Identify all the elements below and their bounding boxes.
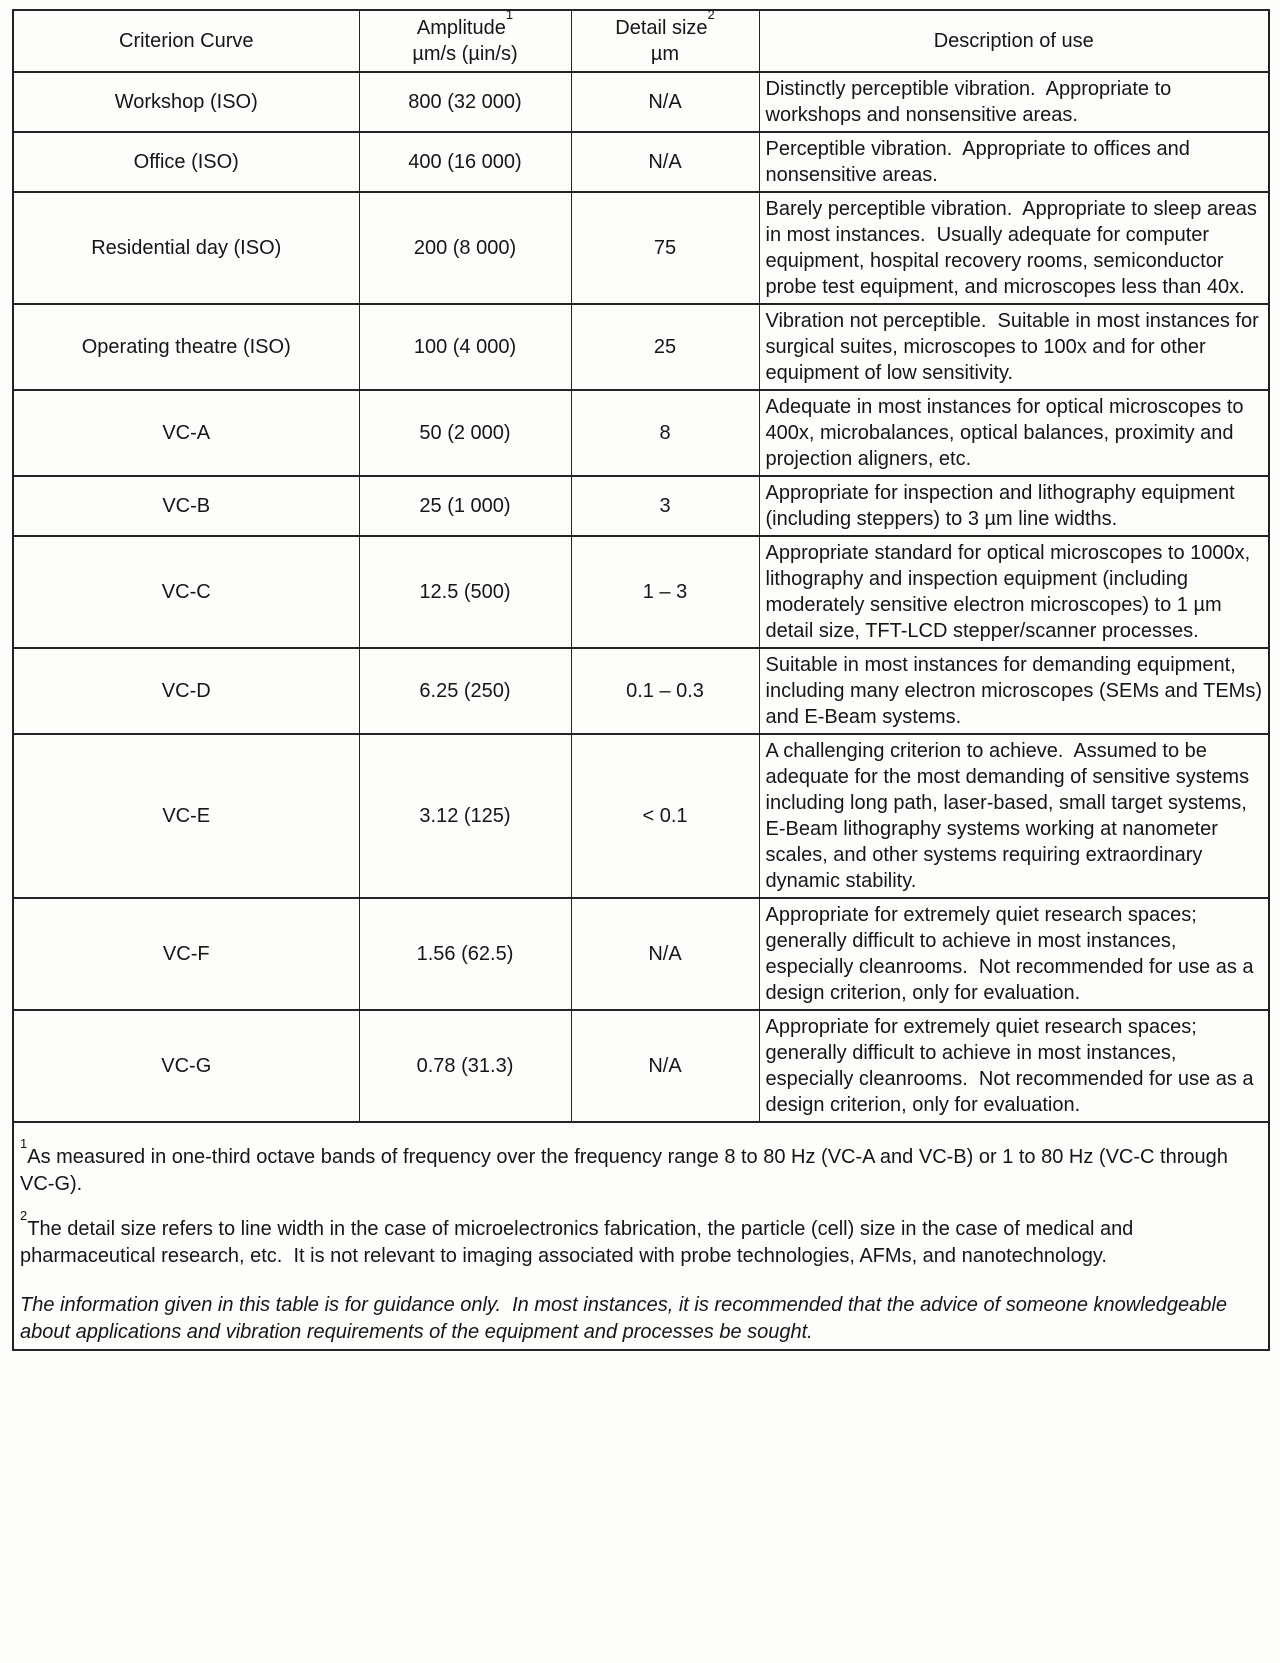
criterion-cell: VC-A (13, 390, 359, 476)
criterion-cell: VC-B (13, 476, 359, 536)
description-cell: Perceptible vibration. Appropriate to offices and nonsensitive areas. (759, 132, 1269, 192)
footnote-2-text: The detail size refers to line width in the case of microelectronics fabrication, the particle (cell) size in the case of medical and pharmaceutical research, etc. It is not relevant to imaging associated with probe technologies, AFMs, and nanotechnology. (20, 1218, 1139, 1267)
description-cell: Distinctly perceptible vibration. Appropriate to workshops and nonsensitive areas. (759, 72, 1269, 132)
detail-size-cell: 0.1 – 0.3 (571, 648, 759, 734)
description-cell: Appropriate for extremely quiet research spaces; generally difficult to achieve in most instances, especially cleanrooms. Not recommended for use as a design criterion, only for evaluation. (759, 1010, 1269, 1122)
detail-size-unit-label: µm (650, 43, 680, 65)
criterion-cell: Operating theatre (ISO) (13, 304, 359, 390)
footnotes-row (13, 1122, 1269, 1350)
detail-size-cell: N/A (571, 132, 759, 192)
detail-size-cell: 8 (571, 390, 759, 476)
detail-size-header-text: Detail size (615, 17, 708, 39)
guidance-note: The information given in this table is for guidance only. In most instances, it is recommended that the advice of someone knowledgeable about applications and vibration requirements of the equipment and processes be sought. (20, 1294, 1233, 1343)
detail-size-cell: 1 – 3 (571, 536, 759, 648)
criterion-cell: Residential day (ISO) (13, 192, 359, 304)
description-header-label: Description of use (933, 30, 1094, 52)
table-row-vc-f (13, 898, 1269, 1010)
detail-size-header-label (576, 7, 755, 41)
amplitude-header-text: Amplitude (416, 17, 506, 39)
footnotes-section (13, 1122, 1269, 1350)
table-row-vc-a (13, 390, 1269, 476)
description-cell: Suitable in most instances for demanding equipment, including many electron microscopes (SEMs and TEMs) and E-Beam systems. (759, 648, 1269, 734)
footnote-ref-2: 2 (707, 7, 715, 23)
criterion-cell: VC-F (13, 898, 359, 1010)
description-cell: Vibration not perceptible. Suitable in most instances for surgical suites, microscopes to 100x and for other equipment of low sensitivity. (759, 304, 1269, 390)
description-cell: Appropriate standard for optical microscopes to 1000x, lithography and inspection equipment (including moderately sensitive electron microscopes) to 1 µm detail size, TFT-LCD stepper/scanner processes. (759, 536, 1269, 648)
amplitude-cell: 3.12 (125) (359, 734, 571, 898)
detail-size-cell: 75 (571, 192, 759, 304)
table-row-vc-d (13, 648, 1269, 734)
amplitude-cell: 0.78 (31.3) (359, 1010, 571, 1122)
amplitude-cell: 800 (32 000) (359, 72, 571, 132)
amplitude-cell: 200 (8 000) (359, 192, 571, 304)
detail-size-cell: 3 (571, 476, 759, 536)
amplitude-cell: 100 (4 000) (359, 304, 571, 390)
description-cell: Adequate in most instances for optical microscopes to 400x, microbalances, optical balances, proximity and projection aligners, etc. (759, 390, 1269, 476)
detail-size-cell: N/A (571, 898, 759, 1010)
criterion-cell: VC-D (13, 648, 359, 734)
table-row-workshop (13, 72, 1269, 132)
criterion-cell: VC-C (13, 536, 359, 648)
col-header-amplitude (359, 7, 571, 72)
criterion-cell: VC-G (13, 1010, 359, 1122)
scanned-document-page (12, 9, 1268, 1351)
col-header-description (759, 10, 1269, 72)
footnote-1-marker: 1 (20, 1136, 28, 1152)
amplitude-cell: 25 (1 000) (359, 476, 571, 536)
description-cell: Appropriate for extremely quiet research spaces; generally difficult to achieve in most instances, especially cleanrooms. Not recommended for use as a design criterion, only for evaluation. (759, 898, 1269, 1010)
footnote-2-marker: 2 (20, 1208, 28, 1224)
table-row-vc-g (13, 1010, 1269, 1122)
footnote-1 (20, 1136, 1262, 1198)
amplitude-header-label (364, 7, 567, 41)
col-header-detail-size (571, 7, 759, 72)
amplitude-cell: 400 (16 000) (359, 132, 571, 192)
description-cell: A challenging criterion to achieve. Assumed to be adequate for the most demanding of sensitive systems including long path, laser-based, small target systems, E-Beam lithography systems working at nanometer scales, and other systems requiring extraordinary dynamic stability. (759, 734, 1269, 898)
table-row-vc-e (13, 734, 1269, 898)
amplitude-cell: 12.5 (500) (359, 536, 571, 648)
amplitude-cell: 6.25 (250) (359, 648, 571, 734)
table-row-vc-b (13, 476, 1269, 536)
detail-size-cell: N/A (571, 1010, 759, 1122)
footnote-1-text: As measured in one-third octave bands of frequency over the frequency range 8 to 80 Hz (VC-A and VC-B) or 1 to 80 Hz (VC-C through VC-G). (20, 1146, 1234, 1195)
footnote-2 (20, 1208, 1262, 1270)
detail-size-cell: N/A (571, 72, 759, 132)
criterion-cell: Workshop (ISO) (13, 72, 359, 132)
table-row-operating-theatre (13, 304, 1269, 390)
amplitude-cell: 1.56 (62.5) (359, 898, 571, 1010)
vibration-criteria-table (12, 9, 1270, 1351)
description-cell: Appropriate for inspection and lithography equipment (including steppers) to 3 µm line widths. (759, 476, 1269, 536)
col-header-criterion-curve (13, 10, 359, 72)
table-row-office (13, 132, 1269, 192)
criterion-curve-header-label: Criterion Curve (119, 30, 254, 52)
header-row (13, 10, 1269, 72)
detail-size-cell: 25 (571, 304, 759, 390)
table-row-vc-c (13, 536, 1269, 648)
criterion-cell: VC-E (13, 734, 359, 898)
footnote-ref-1: 1 (505, 7, 514, 23)
table-row-residential-day (13, 192, 1269, 304)
amplitude-unit-label: µm/s (µin/s) (412, 43, 518, 65)
description-cell: Barely perceptible vibration. Appropriate to sleep areas in most instances. Usually adequate for computer equipment, hospital recovery rooms, semiconductor probe test equipment, and microscopes less than 40x. (759, 192, 1269, 304)
amplitude-cell: 50 (2 000) (359, 390, 571, 476)
detail-size-cell: < 0.1 (571, 734, 759, 898)
criterion-cell: Office (ISO) (13, 132, 359, 192)
